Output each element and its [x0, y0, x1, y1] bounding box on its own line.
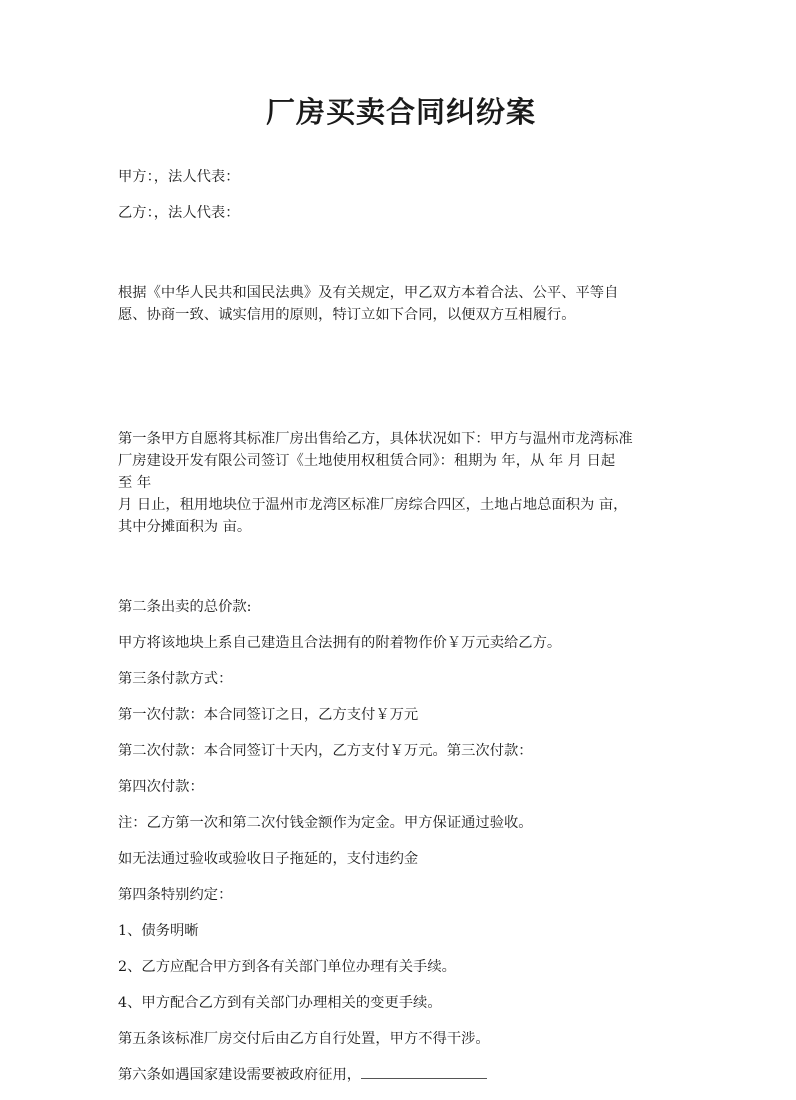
special-item-1: 1、债务明晰: [118, 923, 199, 939]
article-4-heading: 第四条特别约定：: [118, 887, 233, 903]
party-b-line: 乙方：，法人代表：: [118, 205, 240, 221]
intro-line-2: 愿、协商一致、诚实信用的原则，特订立如下合同，以便双方互相履行。: [118, 307, 576, 323]
article-6-text: 第六条如遇国家建设需要被政府征用，: [118, 1067, 362, 1083]
document-page: [118, 92, 684, 1100]
note-line: 注：乙方第一次和第二次付钱金额作为定金。甲方保证通过验收。: [118, 815, 533, 831]
article-5: 第五条该标准厂房交付后由乙方自行处置，甲方不得干涉。: [118, 1031, 490, 1047]
fill-in-blank: [361, 1064, 487, 1079]
article-2-heading: 第二条出卖的总价款:: [118, 599, 252, 615]
article-1-line-3: 至 年: [118, 475, 152, 491]
intro-paragraph: [118, 238, 684, 370]
article-1-line-5: 其中分摊面积为 亩。: [118, 519, 252, 535]
article-1-line-1: 第一条甲方自愿将其标准厂房出售给乙方，具体状况如下：甲方与温州市龙湾标准: [118, 431, 633, 447]
document-title: 厂房买卖合同纠纷案: [265, 95, 536, 129]
payment-2: 第二次付款：本合同签订十天内，乙方支付￥万元。第三次付款：: [118, 743, 533, 759]
article-2-detail: 甲方将该地块上系自己建造且合法拥有的附着物作价￥万元卖给乙方。: [118, 635, 562, 651]
article-6-line: [118, 1064, 684, 1086]
article-1-line-2: 厂房建设开发有限公司签订《土地使用权租赁合同》：租期为 年，从 年 月 日起: [118, 453, 616, 469]
article-1-line-4: 月 日止，租用地块位于温州市龙湾区标准厂房综合四区，土地占地总面积为 亩，: [118, 497, 628, 513]
article-3-heading: 第三条付款方式：: [118, 671, 233, 687]
party-a-line: 甲方：，法人代表：: [118, 169, 240, 185]
penalty-line: 如无法通过验收或验收日子拖延的，支付违约金: [118, 851, 419, 867]
special-item-4: 4、甲方配合乙方到有关部门办理相关的变更手续。: [118, 995, 442, 1011]
intro-line-1: 根据《中华人民共和国民法典》及有关规定，甲乙双方本着合法、公平、平等自: [118, 285, 619, 301]
special-item-2: 2、乙方应配合甲方到各有关部门单位办理有关手续。: [118, 959, 456, 975]
payment-4: 第四次付款：: [118, 779, 204, 795]
article-1-paragraph: [118, 384, 684, 582]
payment-1: 第一次付款：本合同签订之日，乙方支付￥万元: [118, 707, 419, 723]
